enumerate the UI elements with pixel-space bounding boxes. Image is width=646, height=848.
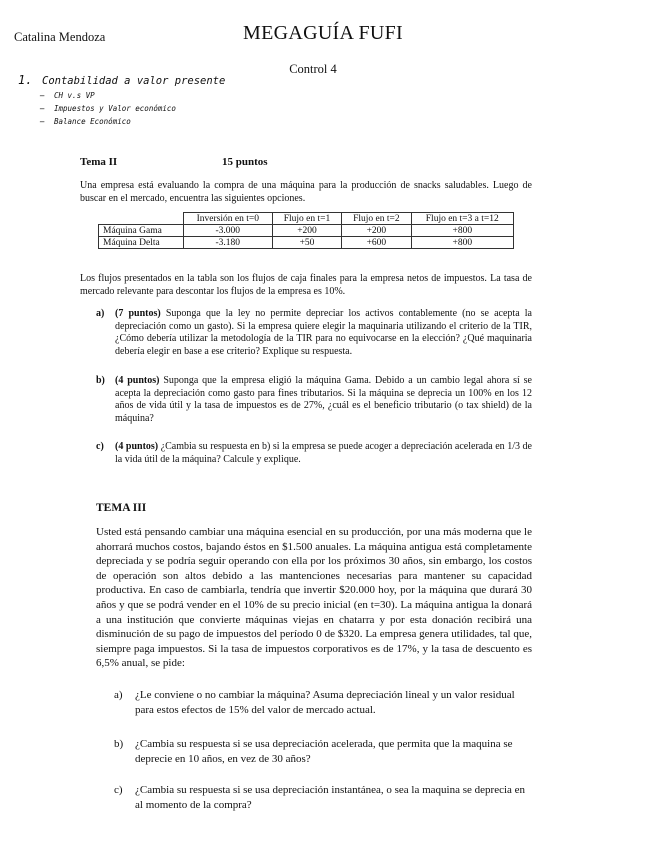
handwritten-item-1: CH v.s VP — [54, 91, 95, 100]
table-header-cell: Inversión en t=0 — [183, 213, 272, 225]
question-label: c) — [96, 441, 104, 452]
author-name: Catalina Mendoza — [14, 30, 106, 44]
table-header-cell: Flujo en t=3 a t=12 — [411, 213, 513, 225]
handwritten-notes — [14, 70, 274, 130]
table-cell: Máquina Delta — [99, 237, 184, 249]
question-text: Suponga que la ley no permite depreciar los activos contablemente (no se acepta la depreciación como un gasto). Si la empresa quiere elegir la maquinaria utilizando el criterio de la TIR, ¿Cómo debería utilizar la metodología de la TIR para no equivocarse en la elección? ¿Qué maquinaria debería elegir en base a ese criterio? Explique su respuesta. — [115, 308, 532, 357]
question-label: a) — [114, 689, 123, 701]
svg-text:–: – — [40, 91, 45, 100]
table-cell: +800 — [411, 225, 513, 237]
tema3-body: Usted está pensando cambiar una máquina esencial en su producción, por una más moderna que le ahorrará muchos costos, bajando éstos en $1.500 anuales. La máquina antigua está completamente depreciada y se podría seguir operando con ella por los próximos 30 años, sin embargo, los costos de operación son altos debido a las mantenciones necesarias para mantener su capacidad productiva. En caso de cambiarla, tendría que invertir $20.000 hoy, por la máquina que durará 30 años y que se podrá vender en el 10% de su precio inicial (en t=30). La máquina antigua la donará a una institución que convierte máquinas viejas en chatarra y por esta donación recibirá una disminución de su pago de impuestos del período 0 de $320. La empresa genera utilidades, tal que, siempre paga impuestos. Si la tasa de impuestos corporativos es de 17%, y la tasa de descuento es 6,5% anual, se pide: — [96, 526, 532, 670]
svg-text:–: – — [40, 117, 45, 126]
table-row — [99, 237, 514, 249]
tema2-question-c — [96, 441, 532, 466]
table-header-row — [99, 213, 514, 225]
table-header-cell — [99, 213, 184, 225]
question-text: ¿Le conviene o no cambiar la máquina? Asuma depreciación lineal y un valor residual para estos efectos de 15% del valor de mercado actual. — [135, 689, 515, 716]
page-title: MEGAGUÍA FUFI — [242, 22, 404, 44]
tema2-intro: Una empresa está evaluando la compra de una máquina para la producción de snacks saludables. Luego de buscar en el mercado, encuentra las siguientes opciones. — [80, 180, 532, 204]
table-cell: Máquina Gama — [99, 225, 184, 237]
table-cell: +50 — [272, 237, 341, 249]
question-text: ¿Cambia su respuesta si se usa depreciación instantánea, o sea la maquina se deprecia en al momento de la compra? — [135, 784, 526, 811]
table-row — [99, 225, 514, 237]
question-label: b) — [114, 738, 124, 750]
question-text: ¿Cambia su respuesta si se usa depreciación acelerada, que permita que la maquina se deprecie en 10 años, en vez de 30 años? — [135, 738, 513, 765]
tema3-question-a — [114, 688, 532, 718]
question-points: (4 puntos) — [115, 441, 159, 452]
tema3-question-b — [114, 737, 532, 767]
question-text: Suponga que la empresa eligió la máquina Gama. Debido a un cambio legal ahora sí se acepta la depreciación como gasto para fines tributarios. Si la máquina se deprecia un 100% en los 12 años de vida útil y la tasa de impuestos es de 27%, ¿cuál es el beneficio tributario (o tax shield) de la máquina? — [115, 375, 532, 424]
table-cell: +600 — [342, 237, 411, 249]
svg-text:–: – — [40, 104, 45, 113]
tema2-after-table: Los flujos presentados en la tabla son los flujos de caja finales para la empresa netos de impuestos. La tasa de mercado relevante para descontar los flujos de la empresa es 10%. — [80, 273, 532, 297]
tema2-question-b — [96, 375, 532, 425]
tema2-question-a — [96, 308, 532, 358]
tema2-heading: Tema II — [80, 156, 118, 168]
tema3-question-c — [114, 783, 532, 813]
question-label: c) — [114, 784, 123, 796]
table-cell: -3.180 — [183, 237, 272, 249]
handwritten-number: 1. — [18, 73, 33, 87]
table-cell: -3.000 — [183, 225, 272, 237]
handwritten-line-1: Contabilidad a valor presente — [42, 75, 226, 87]
tema3-heading: TEMA III — [96, 502, 147, 514]
table-cell: +200 — [272, 225, 341, 237]
question-points: (4 puntos) — [115, 375, 160, 386]
table-cell: +200 — [342, 225, 411, 237]
table-header-cell: Flujo en t=2 — [342, 213, 411, 225]
cash-flow-table — [98, 212, 514, 249]
table-header-cell: Flujo en t=1 — [272, 213, 341, 225]
question-label: b) — [96, 375, 105, 386]
question-label: a) — [96, 308, 105, 319]
table-cell: +800 — [411, 237, 513, 249]
handwritten-item-2: Impuestos y Valor económico — [54, 104, 176, 113]
page-subtitle: Control 4 — [289, 62, 337, 76]
question-text: ¿Cambia su respuesta en b) si la empresa se puede acoger a depreciación acelerada en 1/3 de la vida útil de la máquina? Calcule y explique. — [115, 441, 532, 465]
handwritten-item-3: Balance Económico — [54, 117, 131, 126]
tema2-points: 15 puntos — [222, 156, 268, 168]
question-points: (7 puntos) — [115, 308, 161, 319]
